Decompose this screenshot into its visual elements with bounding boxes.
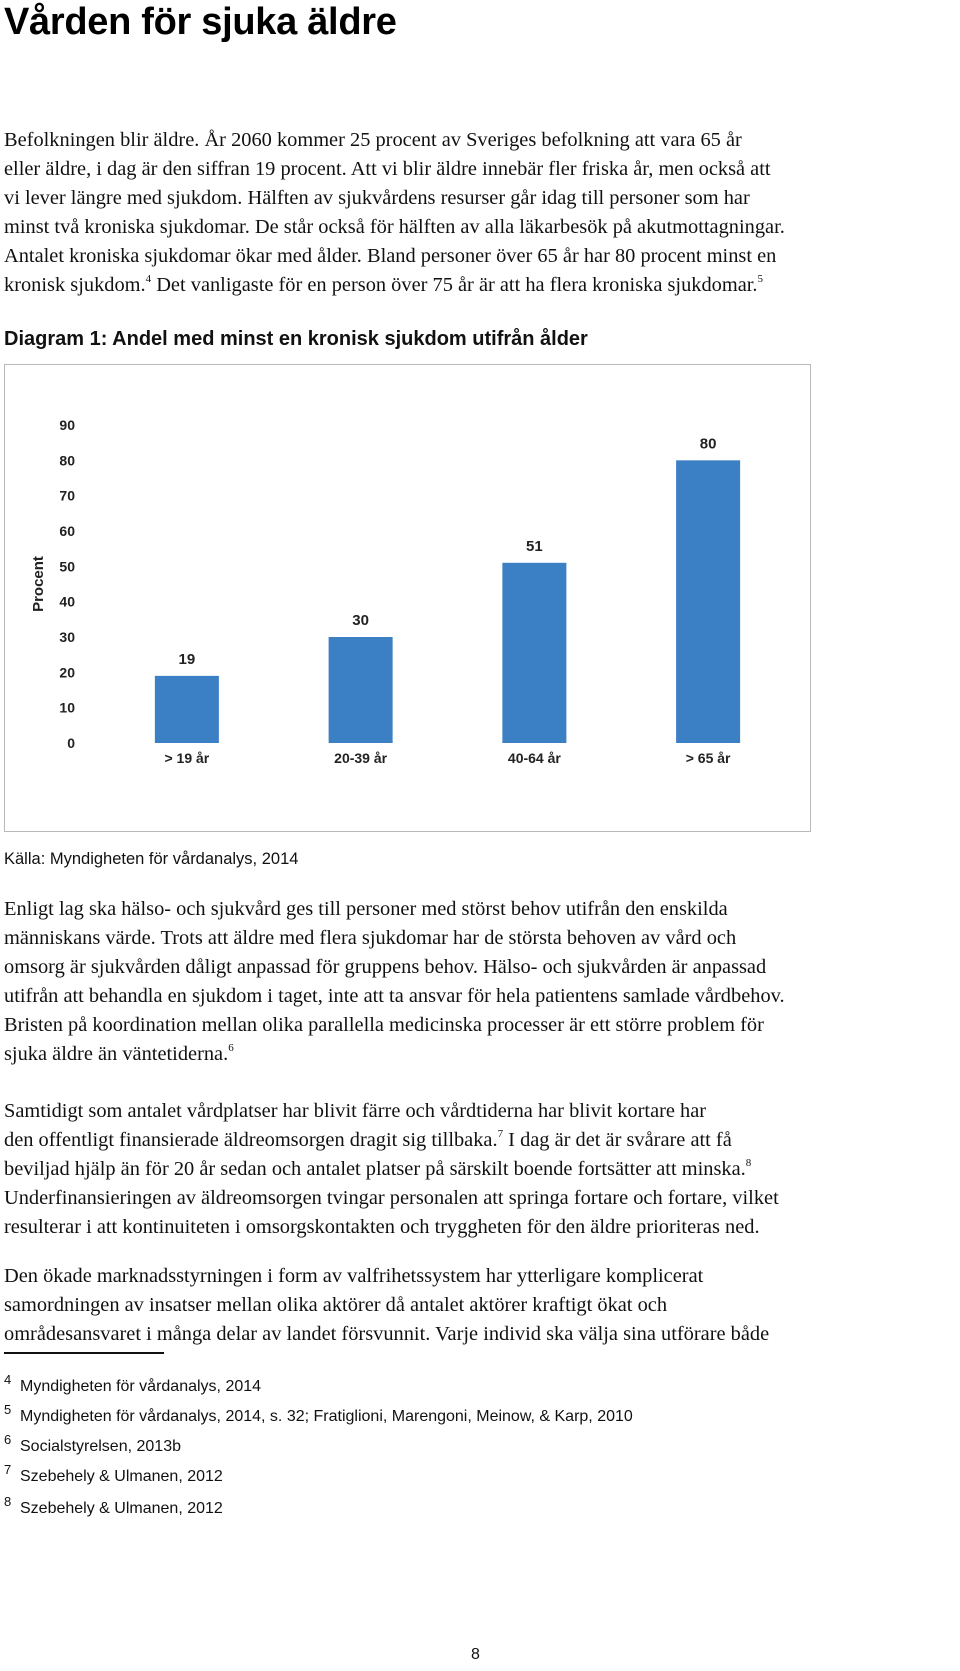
bar	[676, 460, 740, 743]
x-tick-label: > 65 år	[685, 750, 731, 766]
text-line: Bristen på koordination mellan olika parallella medicinska processer är ett större problem för	[4, 1014, 764, 1036]
footnote-number: 4	[4, 1372, 12, 1387]
footnote-5	[4, 1399, 633, 1428]
text-line	[4, 1040, 956, 1069]
y-tick-label: 70	[59, 487, 75, 504]
page-number: 8	[471, 1646, 480, 1663]
footnote-ref-5[interactable]: 5	[757, 273, 764, 285]
footnote-ref-4[interactable]: 4	[145, 273, 152, 285]
text-segment: sjuka äldre än väntetiderna.	[4, 1043, 229, 1065]
text-line	[4, 1155, 956, 1184]
data-label: 30	[352, 612, 369, 629]
text-segment: beviljad hjälp än för 20 år sedan och antalet platser på särskilt boende fortsätter att minska.	[4, 1158, 746, 1180]
footnote-text: Myndigheten för vårdanalys, 2014, s. 32; Fratiglioni, Marengoni, Meinow, & Karp, 2010	[20, 1408, 633, 1425]
bar	[329, 637, 393, 743]
y-axis-label: Procent	[30, 556, 47, 612]
footnote-ref-7[interactable]: 7	[497, 1128, 504, 1140]
footnote-8	[4, 1491, 223, 1520]
text-segment: Det vanligaste för en person över 75 år är att ha flera kroniska sjukdomar.	[151, 274, 758, 296]
data-label: 80	[699, 435, 717, 453]
footnote-divider	[4, 1352, 164, 1354]
footnote-ref-6[interactable]: 6	[228, 1042, 234, 1054]
paragraph-elderly-care	[4, 1097, 956, 1242]
paragraph-market-control	[4, 1262, 956, 1349]
paragraph-care-law	[4, 895, 956, 1069]
y-tick-label: 20	[59, 664, 75, 681]
paragraph-intro	[4, 126, 956, 300]
text-line: eller äldre, i dag är den siffran 19 procent. Att vi blir äldre innebär fler friska år, men också att	[4, 158, 771, 180]
y-tick-label: 30	[59, 629, 75, 645]
y-tick-label: 10	[59, 699, 75, 716]
footnote-text: Szebehely & Ulmanen, 2012	[20, 1468, 223, 1485]
page-title: Vården för sjuka äldre	[4, 1, 397, 43]
text-segment: den offentligt finansierade äldreomsorgen dragit sig tillbaka.	[4, 1129, 498, 1151]
bar	[502, 563, 566, 743]
footnote-number: 7	[4, 1462, 12, 1477]
chart-source: Källa: Myndigheten för vårdanalys, 2014	[4, 850, 299, 868]
text-segment: kronisk sjukdom.	[4, 274, 146, 296]
footnote-number: 8	[4, 1494, 12, 1509]
text-line: resulterar i att kontinuiteten i omsorgskontakten och tryggheten för den äldre prioriteras ned.	[4, 1216, 760, 1238]
y-tick-label: 40	[59, 593, 75, 610]
text-line: samordningen av insatser mellan olika aktörer då antalet aktörer kraftigt ökat och	[4, 1294, 668, 1316]
footnote-number: 6	[4, 1432, 12, 1447]
text-line: Den ökade marknadsstyrningen i form av valfrihetssystem har ytterligare komplicerat	[4, 1265, 704, 1287]
footnote-text: Szebehely & Ulmanen, 2012	[20, 1500, 223, 1517]
text-line: vi lever längre med sjukdom. Hälften av sjukvårdens resurser går idag till personer som har	[4, 187, 750, 209]
text-segment: I dag är det är svårare att få	[503, 1129, 732, 1151]
text-line: utifrån att behandla en sjukdom i taget, inte att ta ansvar för hela patientens samlade vårdbehov.	[4, 985, 785, 1007]
y-tick-label: 80	[59, 452, 75, 469]
text-line	[4, 271, 956, 300]
y-tick-label: 90	[59, 417, 75, 433]
footnote-text: Myndigheten för vårdanalys, 2014	[20, 1378, 262, 1395]
x-tick-label: 20-39 år	[334, 750, 388, 766]
footnote-ref-8[interactable]: 8	[745, 1157, 752, 1169]
text-line	[4, 1126, 956, 1155]
chart-caption: Diagram 1: Andel med minst en kronisk sjukdom utifrån ålder	[4, 328, 588, 350]
text-line: människans värde. Trots att äldre med flera sjukdomar har de största behoven av vård och	[4, 927, 737, 949]
text-line: omsorg är sjukvården dåligt anpassad för gruppens behov. Hälso- och sjukvården är anpassad	[4, 956, 767, 978]
data-label: 51	[526, 537, 543, 555]
y-tick-label: 50	[59, 558, 75, 575]
text-line: Enligt lag ska hälso- och sjukvård ges till personer med störst behov utifrån den enskilda	[4, 898, 728, 920]
text-line: Underfinansieringen av äldreomsorgen tvingar personalen att springa fortare och fortare, vilket	[4, 1187, 779, 1209]
footnote-text: Socialstyrelsen, 2013b	[20, 1438, 181, 1455]
footnote-4	[4, 1369, 261, 1398]
text-line: Samtidigt som antalet vårdplatser har blivit färre och vårdtiderna har blivit kortare har	[4, 1100, 707, 1122]
text-line: Befolkningen blir äldre. År 2060 kommer 25 procent av Sveriges befolkning att vara 65 år	[4, 129, 742, 151]
footnote-number: 5	[4, 1402, 12, 1417]
text-line: områdesansvaret i många delar av landet försvunnit. Varje individ ska välja sina utförare både	[4, 1323, 770, 1345]
y-tick-label: 0	[67, 735, 75, 751]
x-tick-label: > 19 år	[164, 750, 210, 766]
footnote-7	[4, 1459, 223, 1488]
text-line: minst två kroniska sjukdomar. De står också för hälften av alla läkarbesök på akutmottagningar.	[4, 216, 785, 238]
footnote-6	[4, 1429, 181, 1458]
chart-frame	[4, 364, 811, 832]
bar-chart	[5, 365, 810, 831]
y-tick-label: 60	[59, 523, 75, 539]
text-line: Antalet kroniska sjukdomar ökar med ålder. Bland personer över 65 år har 80 procent minst en	[4, 245, 777, 267]
bar	[155, 676, 219, 743]
data-label: 19	[178, 650, 196, 668]
x-tick-label: 40-64 år	[507, 750, 561, 766]
